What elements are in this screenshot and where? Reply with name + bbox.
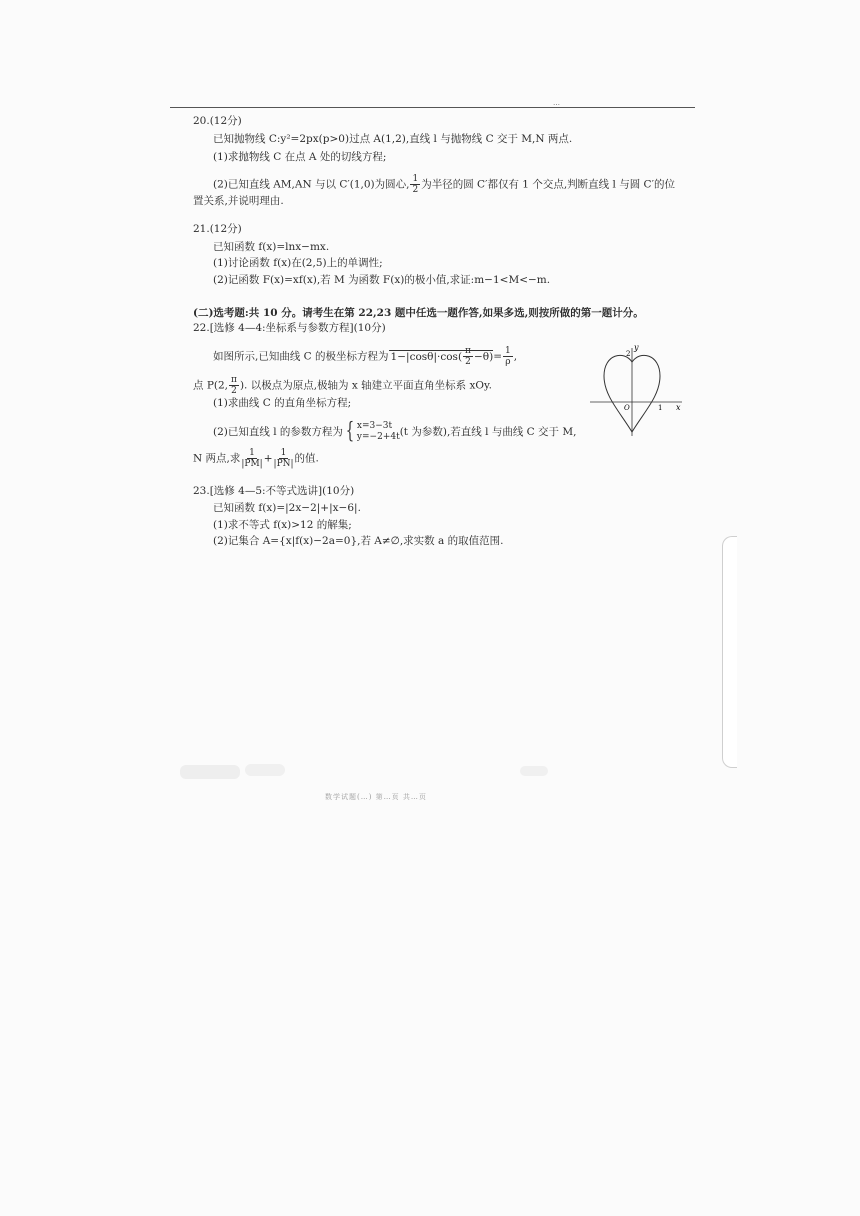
pi-over-two-point (229, 375, 239, 396)
q20-part2-a: (2)已知直线 AM,AN 与以 C′(1,0)为圆心, (213, 178, 410, 191)
q20-part2-b: 为半径的圆 C′都仅有 1 个交点,判断直线 l 与圆 C′的位 (421, 178, 675, 191)
origin-label: O (624, 404, 630, 412)
frac-num: 1 (280, 448, 287, 458)
frac-num: 1 (505, 346, 511, 356)
parametric-system (357, 421, 400, 443)
q22-part1: (1)求曲线 C 的直角坐标方程; (213, 397, 352, 409)
heart-curve-figure (590, 340, 686, 440)
tick-label-two: 2 (626, 350, 631, 358)
tick-label-one: 1 (658, 404, 663, 412)
q23-number: 23.[选修 4—5:不等式选讲](10分) (193, 485, 355, 497)
q22-part2-c (193, 448, 319, 469)
q22-number: 22.[选修 4—4:坐标系与参数方程](10分) (193, 322, 386, 334)
q23-part1: (1)求不等式 f(x)>12 的解集; (213, 519, 352, 531)
sqrt-body: 1−|cosθ|·cos( (390, 350, 463, 363)
axis-x-label: x (676, 403, 681, 412)
scroll-edge-tab (722, 536, 737, 768)
q21-part2: (2)记函数 F(x)=xf(x),若 M 为函数 F(x)的极小值,求证:m−1<M<−m. (213, 274, 551, 286)
frac-den: 2 (231, 386, 237, 396)
q21-number: 21.(12分) (193, 223, 242, 235)
theta-term: −θ) (473, 350, 494, 363)
plus-sign: + (263, 452, 273, 465)
q20-number: 20.(12分) (193, 115, 242, 127)
q20-part2 (213, 174, 675, 195)
axis-y-label: y (634, 343, 639, 352)
scan-smudge (245, 764, 285, 776)
comma: , (513, 350, 518, 363)
q22-point (193, 375, 492, 396)
q22-part2-b: (t 为参数),若直线 l 与曲线 C 交于 M, (399, 426, 577, 438)
scan-smudge (180, 765, 240, 779)
q21-stem: 已知函数 f(x)=lnx−mx. (213, 241, 330, 253)
one-over-rho (503, 346, 513, 367)
q22-point-b: ). 以极点为原点,极轴为 x 轴建立平面直角坐标系 xOy. (239, 379, 492, 392)
scan-smudge (520, 766, 548, 776)
q20-fraction-half (410, 174, 420, 195)
q22-point-a: 点 P(2, (193, 379, 229, 392)
section-optional-heading: (二)选考题:共 10 分。请考生在第 22,23 题中任选一题作答,如果多选,则按所做的第一题计分。 (193, 307, 644, 319)
header-fragment: … (553, 99, 561, 107)
q21-part1: (1)讨论函数 f(x)在(2,5)上的单调性; (213, 257, 383, 269)
sys-line-1: x=3−3t (356, 421, 393, 431)
frac-den: |PN| (273, 459, 294, 469)
q22-part2 (213, 421, 576, 443)
equals-sign: = (493, 350, 502, 363)
q22-part2-c-text: N 两点,求 (193, 452, 241, 465)
q20-part2-c: 置关系,并说明理由. (193, 195, 284, 207)
q22-part2-a: (2)已知直线 l 的参数方程为 (213, 426, 343, 438)
frac-den: 2 (465, 357, 471, 367)
footer-fragment: 数学试题(…) 第…页 共…页 (325, 793, 427, 801)
q22-stem-a: 如图所示,已知曲线 C 的极坐标方程为 (213, 350, 389, 363)
one-over-pm (241, 448, 262, 469)
q20-part1: (1)求抛物线 C 在点 A 处的切线方程; (213, 151, 387, 163)
frac-num: 1 (412, 174, 419, 184)
sqrt-expression (389, 346, 494, 367)
q22-stem (213, 346, 517, 367)
left-brace: { (345, 419, 355, 444)
frac-num: 1 (249, 448, 255, 458)
q22-part2-d: 的值. (294, 452, 319, 465)
header-rule (170, 107, 695, 108)
q20-stem: 已知抛物线 C:y²=2px(p>0)过点 A(1,2),直线 l 与抛物线 C 交于 M,N 两点. (213, 133, 573, 145)
pi-over-two (463, 346, 473, 367)
sys-line-2: y=−2+4t (356, 432, 400, 442)
frac-den: ρ (505, 357, 511, 367)
one-over-pn (274, 448, 294, 469)
frac-den: 2 (412, 185, 419, 195)
q23-part2: (2)记集合 A={x|f(x)−2a=0},若 A≠∅,求实数 a 的取值范围. (213, 535, 504, 547)
frac-num: π (231, 375, 237, 385)
q23-stem: 已知函数 f(x)=|2x−2|+|x−6|. (213, 502, 361, 514)
frac-den: |PM| (241, 459, 263, 469)
frac-num: π (465, 346, 471, 356)
